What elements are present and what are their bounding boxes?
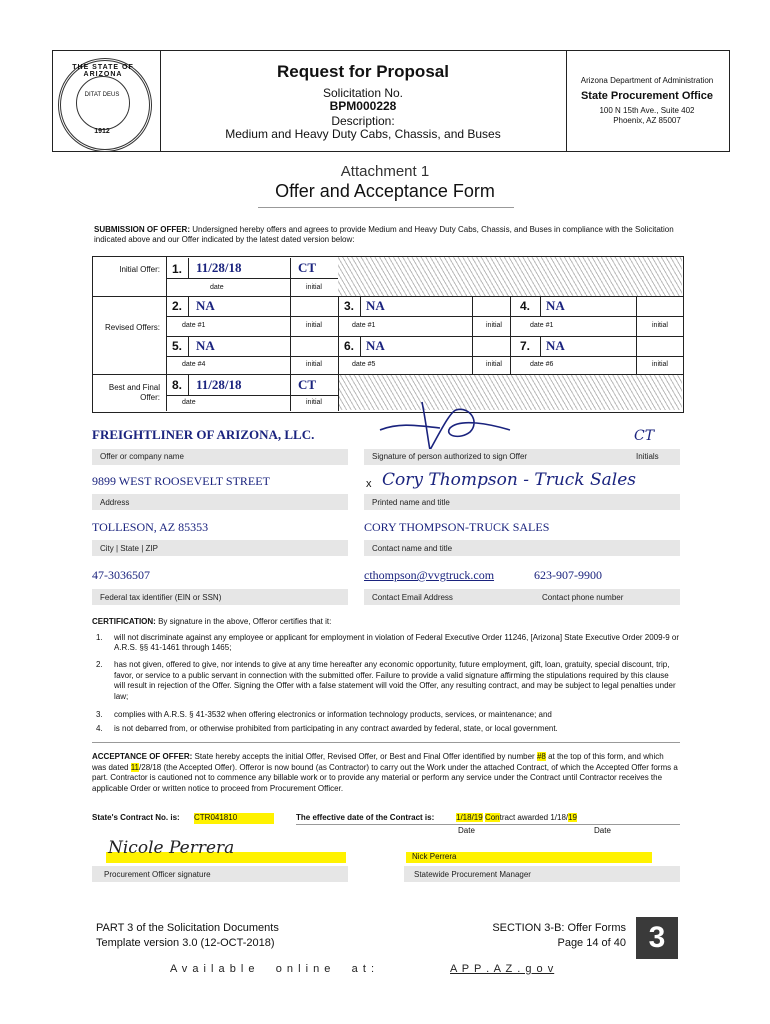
offer-7-date-label: date #6	[530, 361, 554, 368]
cert-item-1: will not discriminate against any employee or applicant for employment in violation of Federal Executive Order 11246, [Arizona] State Executive Order 2009-9 or A.R.S. §§ 41-1461 through 1465;	[114, 633, 680, 652]
effective-date-line	[456, 813, 646, 822]
effective-con: Con	[484, 813, 500, 822]
form-title: Offer and Acceptance Form	[275, 181, 495, 201]
rev-hline-1	[166, 316, 683, 317]
effective-date[interactable]: 1/18/19	[456, 813, 483, 822]
offer-8-date[interactable]: 11/28/18	[196, 377, 242, 392]
acceptance-p2: at the top of this form, and which was dated	[92, 752, 664, 772]
offer-6-date[interactable]: NA	[366, 338, 385, 353]
offer-7-initial-label: initial	[652, 361, 668, 368]
offer-1-date[interactable]: 11/28/18	[196, 260, 242, 275]
offer-3-initial-label: initial	[486, 322, 502, 329]
offer-6-date-label: date #5	[352, 361, 376, 368]
offer-7-date[interactable]: NA	[546, 338, 565, 353]
footer-url-link[interactable]: A P P . A Z . g o v	[450, 963, 555, 975]
offer-2-date[interactable]: NA	[196, 298, 215, 313]
city-value[interactable]: TOLLESON, AZ 85353	[92, 520, 209, 534]
offeror-signature[interactable]	[360, 392, 540, 454]
effective-date-label: The effective date of the Contract is:	[296, 813, 435, 822]
o8-num-sep	[188, 375, 189, 395]
phone-value[interactable]: 623-907-9900	[534, 568, 602, 582]
accepted-offer-date[interactable]: 11	[130, 762, 140, 772]
footer-part: PART 3 of the Solicitation Documents	[96, 922, 279, 934]
offer-3-number: 3.	[344, 299, 355, 313]
email-label: Contact Email Address	[372, 593, 453, 602]
solicitation-label: Solicitation No.	[322, 86, 404, 100]
cert-num-4: 4.	[96, 724, 103, 733]
offer-3-date-label: date #1	[352, 322, 376, 329]
footer-template: Template version 3.0 (12-OCT-2018)	[96, 937, 275, 949]
rev-vline-d	[472, 296, 473, 374]
o8-init-sep	[290, 375, 291, 411]
address-label-band	[92, 494, 348, 510]
footer-page: Page 14 of 40	[557, 937, 626, 949]
printed-x: x	[366, 478, 372, 490]
officer-sig-label: Procurement Officer signature	[104, 870, 211, 879]
acceptance-lead: ACCEPTANCE OF OFFER:	[92, 752, 193, 761]
rev-vline-b	[510, 296, 511, 374]
cert-item-3: complies with A.R.S. § 41-3532 when offering electronics or information technology products, services, or maintenance; and	[114, 710, 552, 719]
description-text: Medium and Heavy Duty Cabs, Chassis, and Buses	[225, 127, 501, 141]
grid-hline-1	[92, 296, 683, 297]
offer-2-date-label: date #1	[182, 322, 206, 329]
offer-5-initial-label: initial	[306, 361, 322, 368]
printed-label: Printed name and title	[372, 498, 450, 507]
agency-name: Arizona Department of Administration	[580, 76, 714, 85]
offer-1-initial[interactable]: CT	[298, 260, 317, 275]
certification-lead: CERTIFICATION:	[92, 617, 156, 626]
seal-inner	[76, 76, 130, 130]
email-value[interactable]: cthompson@vvgtruck.com	[364, 568, 495, 582]
contract-number-label: State's Contract No. is:	[92, 813, 180, 822]
cert-num-3: 3.	[96, 710, 103, 719]
page-title: Request for Proposal	[277, 62, 449, 81]
offer-5-date-label: date #4	[182, 361, 206, 368]
footer-section: SECTION 3-B: Offer Forms	[492, 922, 626, 934]
title-rule	[258, 207, 514, 208]
city-label: City | State | ZIP	[100, 544, 158, 553]
o8-end	[338, 375, 339, 411]
offer-4-date[interactable]: NA	[546, 298, 565, 313]
offer-7-number: 7.	[520, 339, 531, 353]
effective-year: 19	[568, 813, 578, 822]
submission-body: Undersigned hereby offers and agrees to provide Medium and Heavy Duty Cabs, Chassis, and Buses in compliance with the Solicitation indicated above and our Offer indicated by the latest dated version below:	[94, 225, 674, 244]
o1-num-sep	[188, 258, 189, 278]
rev-num2	[188, 296, 189, 316]
submission-text	[94, 225, 684, 245]
cert-num-1: 1.	[96, 633, 103, 642]
rev-hline-3	[166, 356, 683, 357]
offer-1-date-label: date	[210, 284, 224, 291]
effective-rest: tract awarded 1/18/	[499, 813, 569, 822]
offer-8-initial-label: initial	[306, 399, 322, 406]
offer-5-date[interactable]: NA	[196, 338, 215, 353]
office-address-1: 100 N 15th Ave., Suite 402	[599, 106, 695, 115]
rev-num6	[360, 336, 361, 356]
offer-6-number: 6.	[344, 339, 355, 353]
rev-num7	[540, 336, 541, 356]
company-name[interactable]: FREIGHTLINER OF ARIZONA, LLC.	[92, 427, 315, 442]
office-address-2: Phoenix, AZ 85007	[613, 116, 681, 125]
date-label-1: Date	[458, 826, 475, 835]
certification-heading	[92, 617, 682, 626]
address-value[interactable]: 9899 WEST ROOSEVELT STREET	[92, 474, 270, 488]
attachment-label: Attachment 1	[340, 163, 430, 180]
rev-num5	[188, 336, 189, 356]
offer-8-initial[interactable]: CT	[298, 377, 317, 392]
offer-1-number: 1.	[172, 262, 183, 276]
bafo-label: Best and Final Offer:	[108, 383, 160, 402]
offer-4-date-label: date #1	[530, 322, 554, 329]
seal-top-text: THE STATE OF ARIZONA	[72, 64, 134, 78]
seal-year: 1912	[94, 128, 110, 135]
office-name: State Procurement Office	[580, 90, 714, 102]
part-number-badge: 3	[636, 917, 678, 959]
offer-2-initial-label: initial	[306, 322, 322, 329]
offer-3-date[interactable]: NA	[366, 298, 385, 313]
printed-name[interactable]: Cory Thompson - Truck Sales	[382, 470, 637, 490]
footer-available: A v a i l a b l e o n l i n e a t :	[170, 963, 376, 975]
certification-intro: By signature in the above, Offeror certifies that it:	[155, 617, 332, 626]
acceptance-text	[92, 752, 680, 794]
contact-label: Contact name and title	[372, 544, 453, 553]
cert-rule	[92, 742, 680, 743]
offer-8-number: 8.	[172, 378, 183, 392]
cert-item-2: has not given, offered to give, nor intends to give at any time hereafter any economic opportunity, future employment, gift, loan, gratuity, special discount, trip, favor, or service to a public servant in connection with the submitted offer. Failure to provide a valid signature affirming the stipulations required by this clause will result in rejection of the Offer. Signing the Offer with a false statement will void the Offer, any resulting contract, and may be subject to legal penalties under law;	[114, 660, 676, 701]
cert-num-2: 2.	[96, 660, 103, 669]
ein-value[interactable]: 47-3036507	[92, 568, 150, 582]
officer-title: Statewide Procurement Manager	[414, 870, 531, 879]
rev-vline-a	[338, 296, 339, 374]
offer-4-number: 4.	[520, 299, 531, 313]
solicitation-number: BPM000228	[329, 99, 397, 113]
officer-name: Nick Perrera	[412, 852, 457, 861]
contact-value[interactable]: CORY THOMPSON-TRUCK SALES	[364, 520, 550, 534]
offeror-initials[interactable]: CT	[634, 428, 655, 444]
o8-underline	[166, 395, 338, 396]
rev-vline-c	[290, 296, 291, 374]
o1-underline	[166, 278, 338, 279]
offer-5-number: 5.	[172, 339, 183, 353]
offer-1-initial-label: initial	[306, 284, 322, 291]
initial-offer-label: Initial Offer:	[119, 265, 160, 274]
rev-num3	[360, 296, 361, 316]
acceptance-p1: State hereby accepts the initial Offer, Revised Offer, or Best and Final Offer identified by number	[192, 752, 537, 761]
acceptance-p3: /28/18 (the Accepted Offer). Offeror is now bound (as Contractor) to carry out the Work under the attached Contract, of which the Accepted Offer forms a part. Contractor is cautioned not to commence any billable work or to provide any material or perform any service under the Contract until Contractor receives the applicable Order or written notice to proceed from Procurement Officer.	[92, 762, 678, 793]
offer-2-number: 2.	[172, 299, 183, 313]
officer-signature[interactable]: Nicole Perrera	[108, 838, 235, 858]
description-label: Description:	[331, 114, 395, 128]
seal-motto: DITAT DEUS	[84, 92, 120, 98]
rev-num4	[540, 296, 541, 316]
company-label: Offer or company name	[100, 452, 184, 461]
o1-init-sep	[290, 258, 291, 296]
date-label-2: Date	[594, 826, 611, 835]
effective-rule	[296, 824, 680, 825]
grid-vline-labels	[166, 256, 167, 411]
signature-label: Signature of person authorized to sign Offer	[372, 452, 528, 461]
rev-hline-2	[166, 336, 683, 337]
submission-lead: SUBMISSION OF OFFER:	[94, 225, 190, 234]
hatch-initial-row	[338, 257, 682, 296]
offer-8-date-label: date	[182, 399, 196, 406]
cert-item-4: is not debarred from, or otherwise prohibited from participating in any contract awarded by federal, state, or local government.	[114, 724, 558, 733]
initials-label: Initials	[636, 452, 659, 461]
address-label: Address	[100, 498, 130, 507]
ein-label: Federal tax identifier (EIN or SSN)	[100, 593, 222, 602]
rev-vline-e	[636, 296, 637, 374]
contract-number[interactable]: CTR041810	[194, 813, 274, 824]
accepted-offer-number[interactable]: #8	[536, 752, 546, 761]
revised-offers-label: Revised Offers:	[105, 323, 160, 332]
offer-4-initial-label: initial	[652, 322, 668, 329]
phone-label: Contact phone number	[542, 593, 624, 602]
offer-6-initial-label: initial	[486, 361, 502, 368]
